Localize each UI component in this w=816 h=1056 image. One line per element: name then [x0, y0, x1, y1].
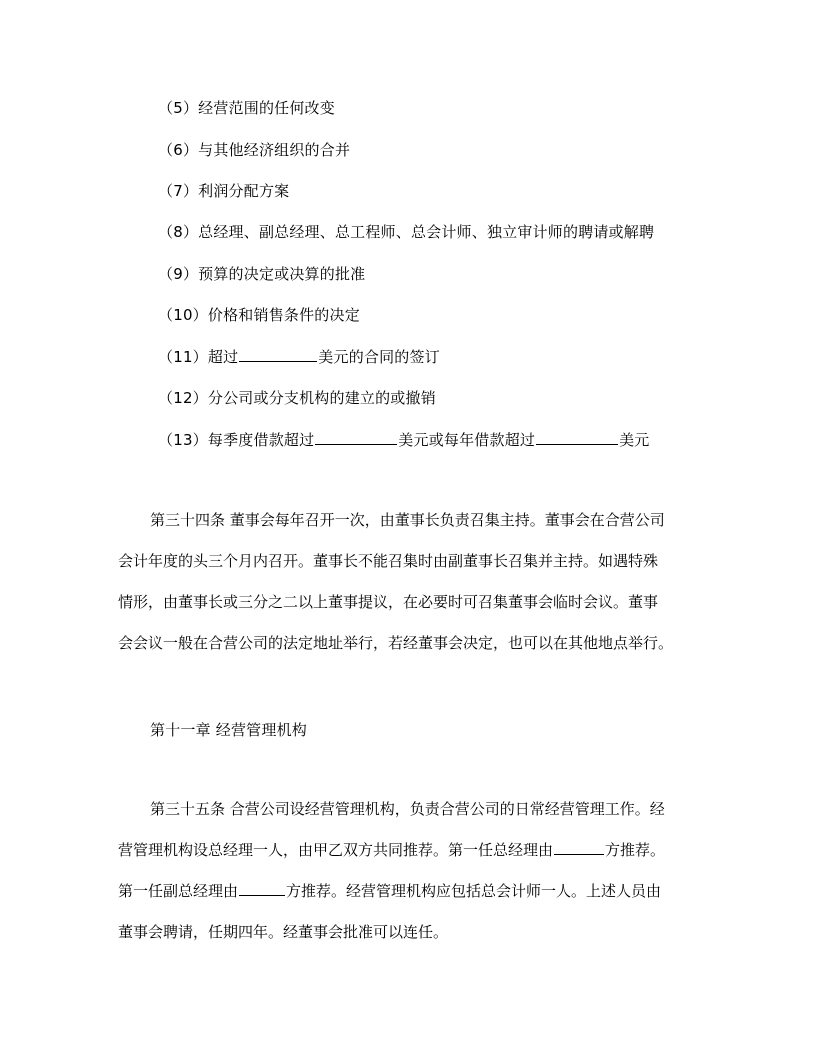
list-item-7 [158, 180, 289, 201]
list-item-text-pre: 超过 [207, 348, 239, 366]
list-item-number: （12） [158, 389, 208, 407]
list-item-12 [158, 387, 436, 408]
article-34-line: 会会议一般在合营公司的法定地址举行，若经董事会决定，也可以在其他地点举行。 [118, 634, 674, 652]
list-item-10 [158, 304, 360, 325]
list-item-number: （7） [158, 182, 199, 200]
list-item-11 [158, 346, 440, 367]
list-item-number: （11） [158, 348, 208, 366]
article-35-line2-pre: 营管理机构设总经理一人，由甲乙双方共同推荐。第一任总经理由 [118, 841, 554, 859]
list-item-5 [158, 97, 335, 118]
article-35-line3-pre: 第一任副总经理由 [118, 882, 239, 900]
article-34 [118, 500, 698, 664]
list-item-text-mid: 美元或每年借款超过 [398, 431, 536, 449]
chapter-heading: 第十一章 经营管理机构 [150, 721, 307, 739]
article-35-line2-post: 方推荐。 [605, 841, 666, 859]
list-item-number: （6） [158, 141, 199, 159]
list-item-text: 总经理、副总经理、总工程师、总会计师、独立审计师的聘请或解聘 [198, 223, 655, 241]
fill-in-blank [315, 430, 397, 445]
article-35-line3-post: 方推荐。经营管理机构应包括总会计师一人。上述人员由 [286, 882, 662, 900]
list-item-text-pre: 每季度借款超过 [207, 431, 315, 449]
list-item-text: 价格和销售条件的决定 [207, 306, 360, 324]
article-35-line [118, 871, 698, 912]
article-35 [118, 789, 698, 953]
list-item-text: 分公司或分支机构的建立的或撤销 [207, 389, 436, 407]
article-35-line: 第三十五条 合营公司设经营管理机构，负责合营公司的日常经营管理工作。经 [150, 800, 665, 818]
list-item-text: 利润分配方案 [198, 182, 290, 200]
list-item-8 [158, 221, 654, 242]
fill-in-blank [239, 881, 285, 896]
list-item-number: （9） [158, 265, 199, 283]
list-item-text-post: 美元 [619, 431, 650, 449]
list-item-number: （5） [158, 99, 199, 117]
list-item-13 [158, 429, 650, 450]
list-item-text: 预算的决定或决算的批准 [198, 265, 366, 283]
fill-in-blank [536, 430, 618, 445]
article-34-line: 情形，由董事长或三分之二以上董事提议，在必要时可召集董事会临时会议。董事 [118, 593, 659, 611]
article-34-line: 会计年度的头三个月内召开。董事长不能召集时由副董事长召集并主持。如遇特殊 [118, 552, 659, 570]
list-item-number: （13） [158, 431, 208, 449]
list-item-6 [158, 139, 350, 160]
list-item-number: （10） [158, 306, 208, 324]
list-item-text-post: 美元的合同的签订 [318, 348, 440, 366]
article-35-line [118, 830, 698, 871]
list-item-number: （8） [158, 223, 199, 241]
list-item-text: 与其他经济组织的合并 [198, 141, 351, 159]
list-item-9 [158, 263, 365, 284]
article-35-line: 董事会聘请，任期四年。经董事会批准可以连任。 [118, 923, 449, 941]
list-item-text: 经营范围的任何改变 [198, 99, 335, 117]
fill-in-blank [554, 840, 604, 855]
fill-in-blank [239, 347, 317, 362]
article-34-line: 第三十四条 董事会每年召开一次，由董事长负责召集主持。董事会在合营公司 [150, 511, 665, 529]
